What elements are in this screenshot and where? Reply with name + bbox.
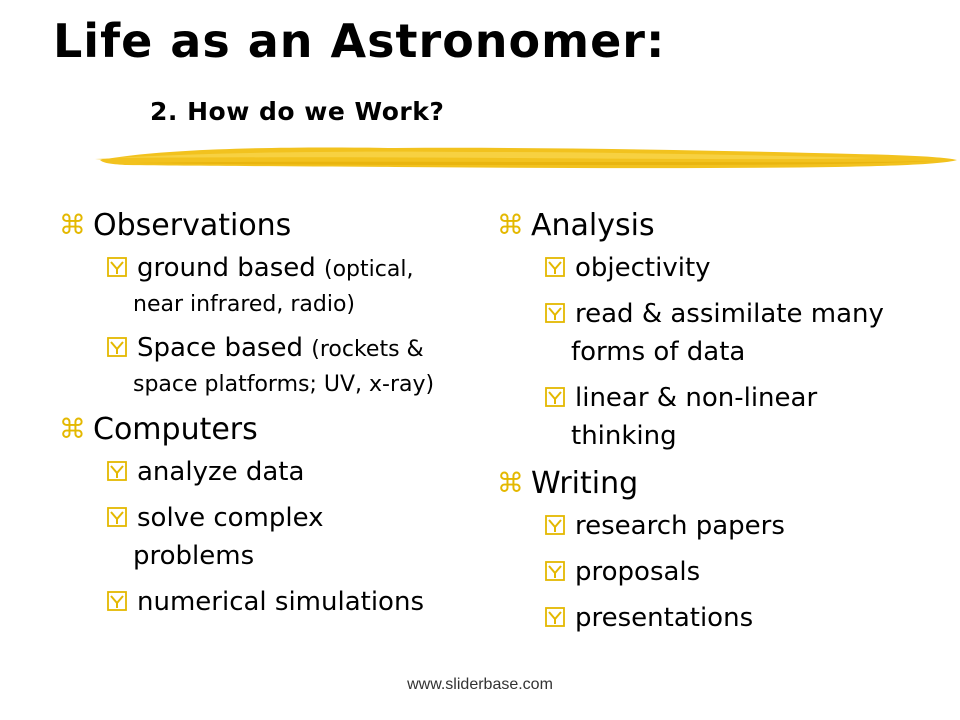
checkbox-bullet-icon	[107, 507, 127, 527]
checkbox-bullet-icon	[107, 461, 127, 481]
list-item	[545, 553, 935, 591]
command-bullet-icon: ⌘	[59, 210, 86, 241]
checkbox-bullet-icon	[107, 337, 127, 357]
list-item-text: ground based	[137, 253, 316, 283]
list-item-text: numerical simulations	[137, 587, 424, 617]
list-item	[107, 329, 477, 401]
list-item	[545, 295, 935, 371]
right-column	[495, 205, 935, 645]
section-heading-label: Analysis	[531, 208, 655, 243]
footer-watermark: www.sliderbase.com	[407, 676, 553, 693]
checkbox-bullet-icon	[545, 387, 565, 407]
list-item-text: linear & non-linear	[575, 383, 818, 413]
list-item	[545, 507, 935, 545]
left-column	[57, 205, 477, 629]
list-item	[107, 453, 477, 491]
list-item-continuation: forms of data	[571, 337, 746, 367]
list-item-text: read & assimilate many	[575, 299, 884, 329]
checkbox-bullet-icon	[545, 257, 565, 277]
checkbox-bullet-icon	[545, 515, 565, 535]
list-item-text: Space based	[137, 333, 303, 363]
section-heading-label: Computers	[93, 412, 258, 447]
list-item	[107, 249, 477, 321]
section-heading	[57, 205, 477, 247]
list-item-text: solve complex	[137, 503, 324, 533]
command-bullet-icon: ⌘	[59, 414, 86, 445]
list-item-text: analyze data	[137, 457, 305, 487]
section-heading-label: Observations	[93, 208, 292, 243]
list-item	[545, 379, 935, 455]
list-item-continuation: thinking	[571, 421, 677, 451]
list-item-text: objectivity	[575, 253, 711, 283]
list-item	[107, 499, 477, 575]
list-item-text: research papers	[575, 511, 785, 541]
checkbox-bullet-icon	[107, 257, 127, 277]
checkbox-bullet-icon	[545, 303, 565, 323]
section-heading	[495, 463, 935, 505]
section-heading-label: Writing	[531, 466, 639, 501]
list-item-text: proposals	[575, 557, 701, 587]
brush-stroke-divider	[95, 138, 960, 178]
slide-title: Life as an Astronomer:	[53, 14, 666, 68]
list-item	[545, 599, 935, 637]
command-bullet-icon: ⌘	[497, 210, 524, 241]
checkbox-bullet-icon	[545, 607, 565, 627]
list-item-text: presentations	[575, 603, 754, 633]
checkbox-bullet-icon	[545, 561, 565, 581]
list-item	[107, 583, 477, 621]
list-item-continuation: near infrared, radio)	[133, 292, 356, 317]
list-item-continuation: space platforms; UV, x-ray)	[133, 372, 435, 397]
list-item-note: (rockets &	[311, 337, 424, 362]
list-item-note: (optical,	[324, 257, 414, 282]
checkbox-bullet-icon	[107, 591, 127, 611]
section-heading	[57, 409, 477, 451]
list-item-continuation: problems	[133, 541, 255, 571]
command-bullet-icon: ⌘	[497, 468, 524, 499]
section-heading	[495, 205, 935, 247]
slide-subtitle: 2. How do we Work?	[150, 97, 445, 126]
list-item	[545, 249, 935, 287]
